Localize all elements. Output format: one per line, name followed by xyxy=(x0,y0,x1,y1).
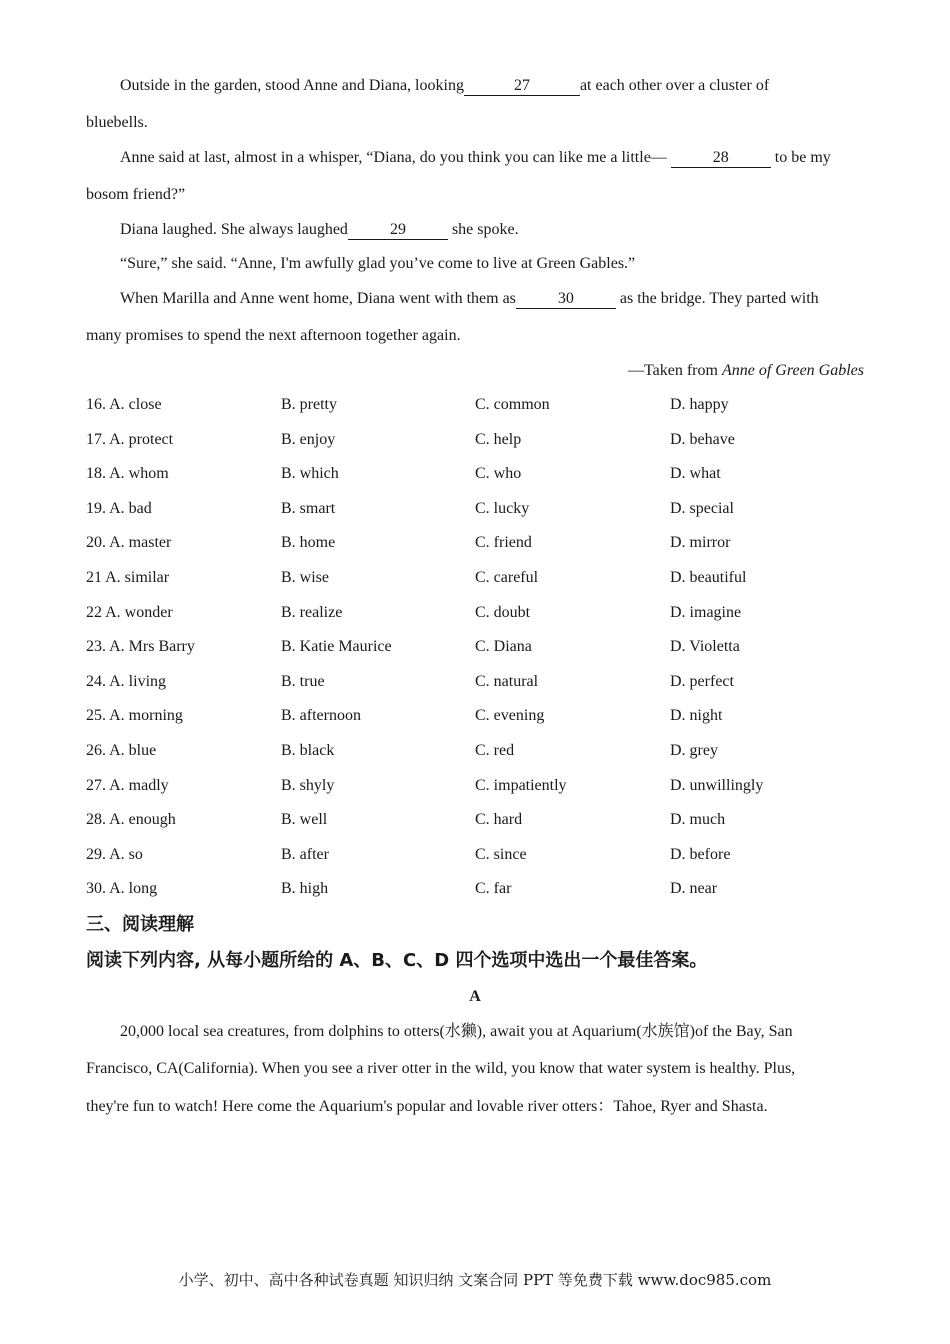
option-b: B. after xyxy=(281,845,329,863)
option-c: C. Diana xyxy=(475,638,532,656)
reading-line: Francisco, CA(California). When you see a river otter in the wild, you know that water system is healthy. Plus, xyxy=(86,1060,796,1077)
option-a: 21 A. similar xyxy=(86,569,170,586)
question-row xyxy=(86,603,886,623)
question-row xyxy=(86,568,886,588)
passage-text: to be my xyxy=(774,149,831,166)
option-d: D. night xyxy=(670,707,723,725)
option-b: B. which xyxy=(281,465,339,483)
option-b: B. high xyxy=(281,880,329,898)
option-d: D. near xyxy=(670,880,718,898)
option-c: C. common xyxy=(475,396,550,413)
reading-line: 20,000 local sea creatures, from dolphins to otters(水獭), await you at Aquarium(水族馆)of the Bay, San xyxy=(120,1023,793,1040)
option-b: B. smart xyxy=(281,499,336,517)
option-c: C. impatiently xyxy=(475,776,567,794)
question-row xyxy=(86,741,886,761)
option-c: C. doubt xyxy=(475,603,531,621)
option-a: 23. A. Mrs Barry xyxy=(86,638,195,656)
passage-line xyxy=(120,220,519,240)
passage-line xyxy=(120,289,819,309)
question-row xyxy=(86,776,886,796)
option-a: 17. A. protect xyxy=(86,430,174,448)
option-a: 18. A. whom xyxy=(86,465,169,483)
question-row xyxy=(86,879,886,899)
option-d: D. before xyxy=(670,845,731,863)
option-c: C. help xyxy=(475,430,522,448)
option-b: B. true xyxy=(281,672,325,690)
option-c: C. evening xyxy=(475,707,545,725)
option-b: B. enjoy xyxy=(281,430,336,448)
option-d: D. grey xyxy=(670,742,718,759)
blank-30: 30 xyxy=(516,290,616,309)
question-row xyxy=(86,706,886,726)
option-a: 24. A. living xyxy=(86,672,167,690)
option-b: B. Katie Maurice xyxy=(281,638,392,656)
reading-line: they're fun to watch! Here come the Aquarium's popular and lovable river otters：Tahoe, Ryer and Shasta. xyxy=(86,1098,768,1115)
passage-line xyxy=(120,148,831,168)
option-c: C. careful xyxy=(475,569,539,586)
option-c: C. red xyxy=(475,742,515,759)
option-d: D. what xyxy=(670,465,721,483)
option-c: C. natural xyxy=(475,672,539,690)
question-row xyxy=(86,637,886,657)
blank-29: 29 xyxy=(348,221,448,240)
passage-line: bosom friend?” xyxy=(86,186,186,203)
question-row xyxy=(86,533,886,553)
option-b: B. afternoon xyxy=(281,707,361,725)
option-b: B. black xyxy=(281,742,335,759)
section-heading: 三、阅读理解 xyxy=(86,914,194,935)
section-instruction: 阅读下列内容, 从每小题所给的 A、B、C、D 四个选项中选出一个最佳答案。 xyxy=(86,950,708,971)
question-row xyxy=(86,395,886,415)
option-a: 28. A. enough xyxy=(86,811,176,829)
option-a: 27. A. madly xyxy=(86,776,169,794)
passage-line xyxy=(120,76,769,96)
option-c: C. since xyxy=(475,845,527,863)
question-row xyxy=(86,810,886,830)
option-d: D. happy xyxy=(670,396,729,413)
blank-27: 27 xyxy=(464,77,580,96)
option-b: B. realize xyxy=(281,603,343,621)
option-a: 26. A. blue xyxy=(86,742,157,759)
passage-line: bluebells. xyxy=(86,114,148,131)
passage-text: Anne said at last, almost in a whisper, “Diana, do you think you can like me a little— xyxy=(120,149,667,166)
question-row xyxy=(86,499,886,519)
option-a: 20. A. master xyxy=(86,534,172,552)
option-d: D. perfect xyxy=(670,672,734,690)
passage-line: “Sure,” she said. “Anne, I'm awfully glad you’ve come to live at Green Gables.” xyxy=(120,255,636,272)
option-d: D. special xyxy=(670,499,734,517)
passage-text: as the bridge. They parted with xyxy=(619,290,819,307)
option-a: 19. A. bad xyxy=(86,499,152,517)
source-title: Anne of Green Gables xyxy=(721,362,864,379)
option-d: D. mirror xyxy=(670,534,731,552)
option-d: D. Violetta xyxy=(670,638,740,656)
option-d: D. imagine xyxy=(670,603,742,621)
option-c: C. friend xyxy=(475,534,532,552)
passage-text: Outside in the garden, stood Anne and Diana, looking xyxy=(120,77,464,94)
option-d: D. beautiful xyxy=(670,569,747,586)
option-b: B. home xyxy=(281,534,336,552)
question-row xyxy=(86,845,886,865)
passage-label: A xyxy=(469,988,481,1005)
option-b: B. well xyxy=(281,811,328,829)
question-row xyxy=(86,430,886,450)
passage-text: Diana laughed. She always laughed xyxy=(120,221,348,238)
question-row xyxy=(86,672,886,692)
option-a: 16. A. close xyxy=(86,396,162,413)
option-b: B. pretty xyxy=(281,396,337,413)
page-footer: 小学、初中、高中各种试卷真题 知识归纳 文案合同 PPT 等免费下载 www.doc985.com xyxy=(178,1271,772,1289)
passage-text: at each other over a cluster of xyxy=(579,77,770,94)
source-attribution: —Taken from Anne of Green Gables xyxy=(627,362,864,379)
option-c: C. who xyxy=(475,465,522,483)
option-c: C. far xyxy=(475,880,512,898)
option-d: D. unwillingly xyxy=(670,776,764,794)
option-a: 25. A. morning xyxy=(86,707,183,725)
blank-28: 28 xyxy=(671,149,771,168)
option-c: C. hard xyxy=(475,811,523,829)
option-a: 30. A. long xyxy=(86,880,158,898)
option-a: 22 A. wonder xyxy=(86,603,173,621)
passage-line: many promises to spend the next afternoon together again. xyxy=(86,327,461,344)
passage-text: she spoke. xyxy=(451,221,519,238)
question-row xyxy=(86,464,886,484)
option-c: C. lucky xyxy=(475,499,530,517)
passage-text: When Marilla and Anne went home, Diana went with them as xyxy=(120,290,516,307)
option-b: B. wise xyxy=(281,569,329,586)
option-d: D. behave xyxy=(670,430,735,448)
option-a: 29. A. so xyxy=(86,845,143,863)
option-b: B. shyly xyxy=(281,776,335,794)
option-d: D. much xyxy=(670,811,726,829)
